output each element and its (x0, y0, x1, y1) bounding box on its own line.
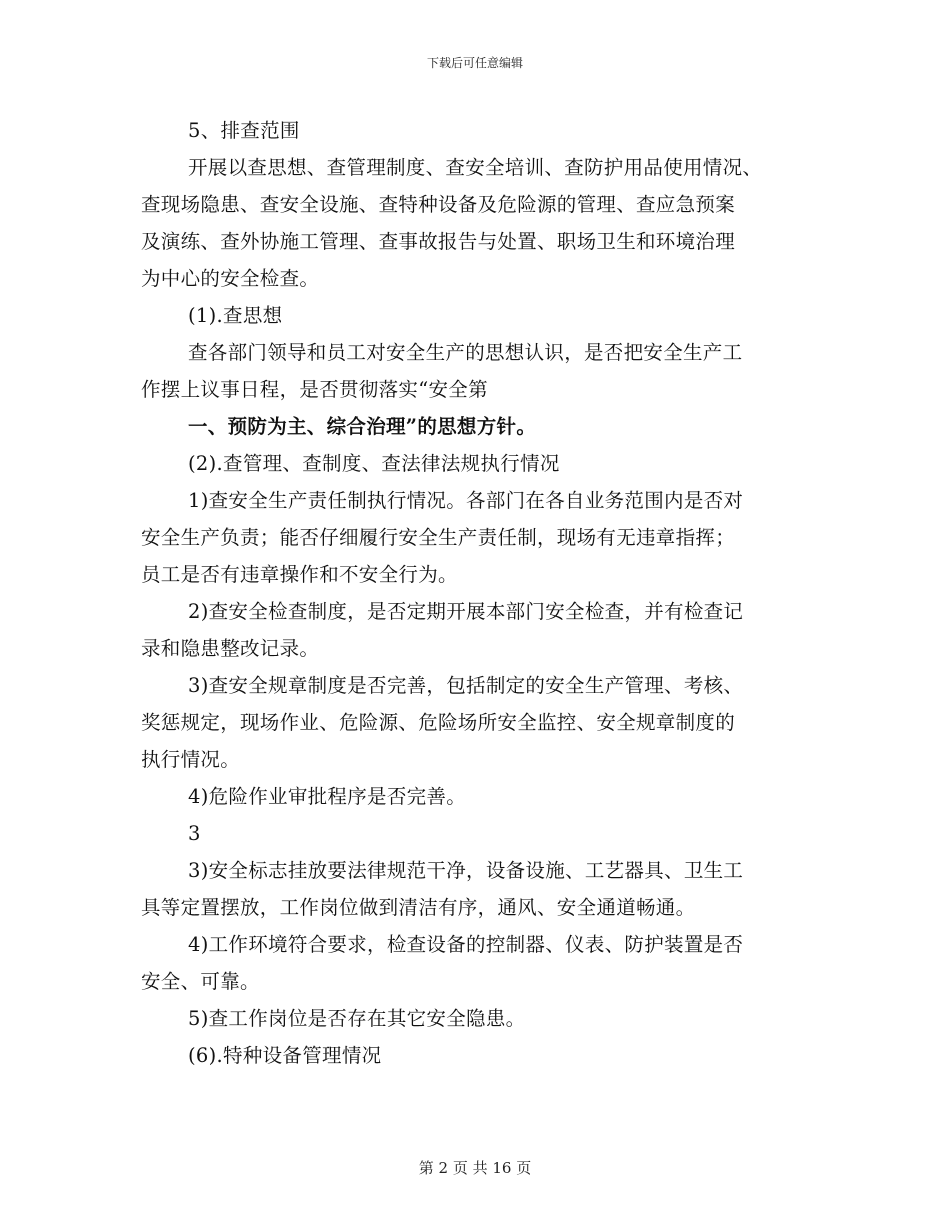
section-heading: 5、排查范围 (188, 119, 300, 142)
subsection-heading: (6).特种设备管理情况 (188, 1044, 382, 1067)
paragraph-line: 1)查安全生产责任制执行情况。各部门在各自业务范围内是否对 (188, 489, 744, 512)
paragraph-line: 4)危险作业审批程序是否完善。 (188, 785, 467, 808)
paragraph-line: 及演练、查外协施工管理、查事故报告与处置、职场卫生和环境治理 (141, 230, 736, 253)
paragraph-line: 查各部门领导和员工对安全生产的思想认识，是否把安全生产工 (188, 341, 743, 364)
paragraph-line: 执行情况。 (141, 748, 241, 771)
stray-number-line: 3 (188, 822, 201, 845)
paragraph-line: 5)查工作岗位是否存在其它安全隐患。 (188, 1007, 526, 1030)
paragraph-line: 安全生产负责；能否仔细履行安全生产责任制，现场有无违章指挥； (141, 526, 736, 549)
paragraph-line: 为中心的安全检查。 (141, 267, 320, 290)
paragraph-line: 2)查安全检查制度，是否定期开展本部门安全检查，并有检查记 (188, 600, 744, 623)
page-header-note: 下载后可任意编辑 (426, 56, 523, 70)
subsection-heading: (2).查管理、查制度、查法律法规执行情况 (188, 452, 560, 475)
paragraph-line: 奖惩规定，现场作业、危险源、危险场所安全监控、安全规章制度的 (141, 711, 736, 734)
page-number-footer: 第 2 页 共 16 页 (418, 1159, 532, 1177)
paragraph-line: 3)查安全规章制度是否完善，包括制定的安全生产管理、考核、 (188, 674, 744, 697)
paragraph-line: 作摆上议事日程，是否贯彻落实“安全第 (141, 378, 488, 401)
bold-paragraph-line: 一、预防为主、综合治理”的思想方针。 (188, 415, 537, 438)
paragraph-line: 查现场隐患、查安全设施、查特种设备及危险源的管理、查应急预案 (141, 193, 736, 216)
paragraph-line: 员工是否有违章操作和不安全行为。 (141, 563, 458, 586)
paragraph-line: 安全、可靠。 (141, 970, 260, 993)
paragraph-line: 3)安全标志挂放要法律规范干净，设备设施、工艺器具、卫生工 (188, 859, 744, 882)
paragraph-line: 开展以查思想、查管理制度、查安全培训、查防护用品使用情况、 (188, 156, 763, 179)
subsection-heading: (1).查思想 (188, 304, 283, 327)
paragraph-line: 具等定置摆放，工作岗位做到清洁有序，通风、安全通道畅通。 (141, 896, 696, 919)
paragraph-line: 4)工作环境符合要求，检查设备的控制器、仪表、防护装置是否 (188, 933, 744, 956)
paragraph-line: 录和隐患整改记录。 (141, 637, 320, 660)
document-body (0, 112, 950, 1074)
